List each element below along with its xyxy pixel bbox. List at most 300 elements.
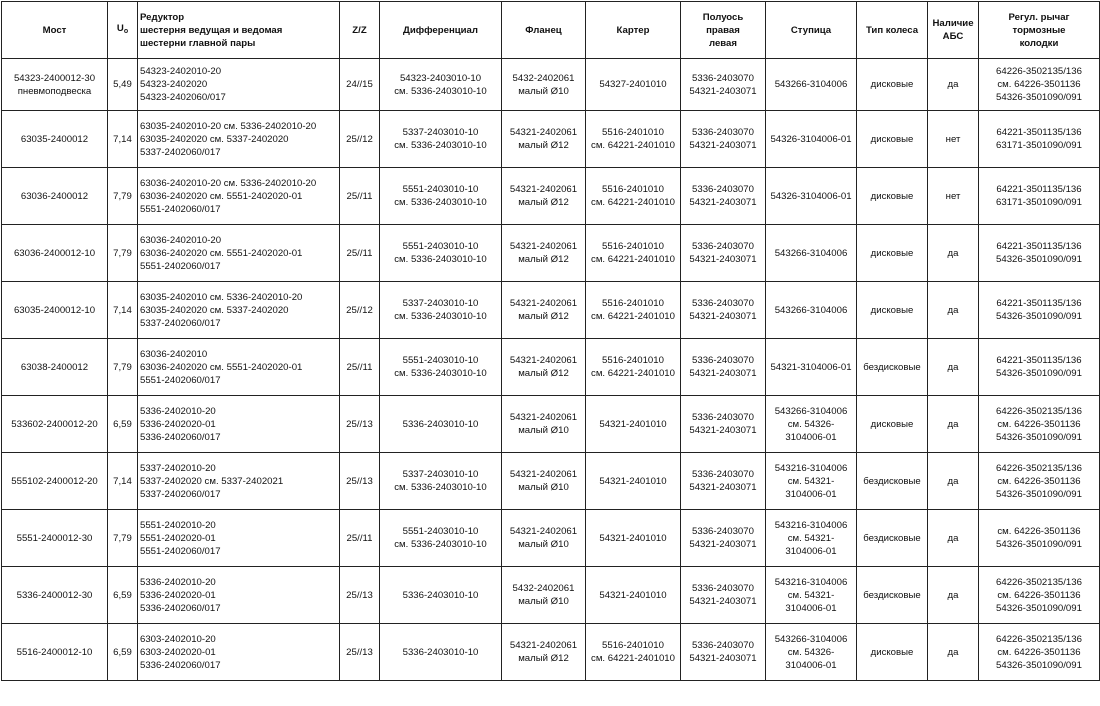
cell-differential-line: 5336-2403010-10	[402, 646, 479, 658]
cell-brake-lever-line: см. 64226-3501136	[997, 79, 1081, 90]
cell-differential	[380, 567, 502, 624]
cell-brake-lever	[979, 624, 1100, 681]
cell-wheel-type: бездисковые	[857, 567, 928, 624]
cell-wheel-type: дисковые	[857, 168, 928, 225]
cell-differential	[380, 396, 502, 453]
cell-flanets	[502, 510, 586, 567]
cell-most	[2, 624, 108, 681]
cell-differential	[380, 225, 502, 282]
cell-abs: да	[928, 59, 979, 111]
cell-brake-lever-line: см. 64226-3501136	[997, 646, 1081, 658]
cell-poluos-line: 54321-2403071	[689, 85, 757, 97]
cell-karter-line: 54321-2401010	[599, 532, 667, 544]
cell-stupitsa	[766, 111, 857, 168]
cell-most-line: 63038-2400012	[20, 361, 89, 373]
cell-differential-line: 5337-2403010-10	[402, 127, 479, 138]
cell-most	[2, 168, 108, 225]
cell-stupitsa	[766, 453, 857, 510]
cell-stupitsa-line: 54321-3104006-01	[770, 361, 852, 373]
cell-brake-lever-line: 64221-3501135/136	[996, 355, 1082, 366]
cell-brake-lever-line: 54326-3501090/091	[996, 92, 1082, 103]
cell-poluos-line: 5336-2403070	[692, 469, 754, 480]
cell-abs: да	[928, 624, 979, 681]
cell-stupitsa	[766, 339, 857, 396]
cell-reductor-line: 6303-2402010-20	[140, 633, 216, 645]
cell-karter	[586, 453, 681, 510]
cell-stupitsa-line: 54326-3104006-01	[770, 190, 852, 202]
cell-reductor	[138, 339, 340, 396]
cell-ratio: 7,14	[108, 453, 138, 510]
cell-karter-line: см. 64221-2401010	[591, 254, 675, 265]
cell-karter-line: см. 64221-2401010	[591, 653, 675, 664]
table-row	[2, 510, 1100, 567]
cell-poluos-line: 5336-2403070	[692, 241, 754, 252]
cell-stupitsa	[766, 396, 857, 453]
cell-stupitsa-line: 543216-3104006	[774, 462, 848, 474]
cell-flanets-line: 54321-2402061	[509, 526, 578, 537]
cell-reductor-line: 54323-2402020	[140, 79, 208, 90]
cell-poluos	[681, 453, 766, 510]
cell-flanets	[502, 282, 586, 339]
cell-stupitsa-line: 543266-3104006	[774, 79, 848, 90]
cell-differential	[380, 282, 502, 339]
cell-poluos	[681, 567, 766, 624]
cell-poluos	[681, 396, 766, 453]
cell-reductor-line: 54323-2402060/017	[140, 92, 226, 103]
cell-brake-lever-line: 64226-3502135/136	[996, 405, 1082, 417]
cell-poluos-line: 5336-2403070	[692, 72, 754, 84]
cell-reductor	[138, 510, 340, 567]
cell-zz: 25//12	[340, 111, 380, 168]
cell-karter	[586, 111, 681, 168]
cell-stupitsa	[766, 282, 857, 339]
cell-reductor-line: 63036-2402020 см. 5551-2402020-01	[140, 190, 303, 202]
cell-most-line: пневмоподвеска	[17, 85, 92, 97]
cell-stupitsa-line: 3104006-01	[785, 488, 837, 500]
cell-differential	[380, 510, 502, 567]
cell-karter-line: 54321-2401010	[599, 475, 667, 487]
cell-reductor	[138, 396, 340, 453]
cell-zz: 25//11	[340, 168, 380, 225]
cell-stupitsa	[766, 510, 857, 567]
cell-karter-line: 5516-2401010	[602, 298, 664, 309]
cell-brake-lever-line: 64221-3501135/136	[996, 127, 1082, 138]
cell-brake-lever-line: 54326-3501090/091	[996, 368, 1082, 379]
table-row	[2, 396, 1100, 453]
cell-brake-lever	[979, 111, 1100, 168]
cell-differential	[380, 111, 502, 168]
cell-most	[2, 225, 108, 282]
cell-zz: 24//15	[340, 59, 380, 111]
cell-reductor-line: 63035-2402010-20 см. 5336-2402010-20	[140, 120, 317, 132]
cell-karter	[586, 396, 681, 453]
cell-reductor	[138, 624, 340, 681]
cell-poluos-line: 54321-2403071	[689, 653, 757, 664]
cell-most	[2, 111, 108, 168]
cell-stupitsa	[766, 59, 857, 111]
header-stupitsa: Ступица	[766, 2, 857, 59]
cell-poluos	[681, 225, 766, 282]
header-reductor: Редуктор шестерня ведущая и ведомая шестерни главной пары	[138, 2, 340, 59]
cell-karter-line: 54321-2401010	[599, 589, 667, 601]
cell-brake-lever	[979, 225, 1100, 282]
cell-karter-line: 5516-2401010	[602, 127, 664, 138]
cell-poluos	[681, 168, 766, 225]
cell-wheel-type: бездисковые	[857, 339, 928, 396]
cell-stupitsa	[766, 624, 857, 681]
cell-stupitsa-line: 3104006-01	[785, 659, 837, 671]
cell-reductor-line: 63036-2402010-20 см. 5336-2402010-20	[140, 177, 317, 189]
cell-flanets	[502, 453, 586, 510]
header-karter: Картер	[586, 2, 681, 59]
cell-brake-lever-line: 63171-3501090/091	[996, 197, 1082, 208]
cell-poluos	[681, 59, 766, 111]
cell-zz: 25//13	[340, 453, 380, 510]
cell-reductor-line: 5336-2402060/017	[140, 659, 221, 671]
cell-flanets-line: малый Ø10	[518, 539, 569, 550]
cell-zz: 25//13	[340, 624, 380, 681]
cell-most-line: 5336-2400012-30	[16, 589, 93, 601]
cell-stupitsa-line: 3104006-01	[785, 431, 837, 443]
cell-reductor-line: 5336-2402010-20	[140, 405, 216, 417]
cell-flanets-line: малый Ø12	[518, 368, 569, 379]
cell-wheel-type: дисковые	[857, 59, 928, 111]
cell-ratio: 6,59	[108, 567, 138, 624]
cell-differential-line: 54323-2403010-10	[399, 72, 482, 84]
cell-reductor	[138, 567, 340, 624]
cell-brake-lever	[979, 396, 1100, 453]
table-row	[2, 567, 1100, 624]
cell-differential-line: 5551-2403010-10	[402, 355, 479, 366]
cell-reductor-line: 5551-2402060/017	[140, 374, 221, 386]
cell-ratio: 7,79	[108, 168, 138, 225]
cell-flanets	[502, 396, 586, 453]
cell-karter-line: 54321-2401010	[599, 418, 667, 430]
cell-differential-line: см. 5336-2403010-10	[394, 85, 487, 97]
cell-abs: да	[928, 453, 979, 510]
cell-reductor-line: 5337-2402020 см. 5337-2402021	[140, 475, 284, 487]
cell-reductor-line: 5337-2402060/017	[140, 146, 221, 158]
cell-stupitsa-line: см. 54326-	[787, 418, 835, 430]
cell-flanets-line: малый Ø10	[518, 85, 569, 97]
cell-reductor-line: 5336-2402020-01	[140, 418, 216, 430]
cell-karter	[586, 339, 681, 396]
cell-most-line: 63035-2400012	[20, 133, 89, 145]
cell-reductor-line: 63035-2402010 см. 5336-2402010-20	[140, 291, 303, 303]
cell-differential-line: см. 5336-2403010-10	[394, 539, 487, 550]
cell-reductor-line: 5336-2402010-20	[140, 576, 216, 588]
cell-brake-lever-line: см. 64226-3501136	[997, 526, 1081, 537]
cell-differential	[380, 339, 502, 396]
cell-abs: да	[928, 225, 979, 282]
cell-wheel-type: дисковые	[857, 282, 928, 339]
cell-reductor	[138, 59, 340, 111]
cell-stupitsa-line: 543266-3104006	[774, 247, 848, 259]
cell-ratio: 6,59	[108, 624, 138, 681]
cell-reductor-line: 63036-2402010-20	[140, 234, 222, 246]
cell-most-line: 63035-2400012-10	[13, 304, 96, 316]
table-row	[2, 59, 1100, 111]
cell-zz: 25//13	[340, 567, 380, 624]
cell-brake-lever	[979, 510, 1100, 567]
table-row	[2, 624, 1100, 681]
cell-zz: 25//11	[340, 225, 380, 282]
cell-poluos-line: 5336-2403070	[692, 583, 754, 594]
cell-poluos	[681, 111, 766, 168]
cell-differential-line: 5336-2403010-10	[402, 418, 479, 430]
cell-differential	[380, 168, 502, 225]
cell-poluos-line: 54321-2403071	[689, 539, 757, 550]
cell-poluos-line: 54321-2403071	[689, 254, 757, 265]
cell-reductor-line: 5337-2402060/017	[140, 488, 221, 500]
cell-reductor-line: 5336-2402060/017	[140, 602, 221, 614]
cell-abs: нет	[928, 111, 979, 168]
cell-stupitsa-line: 3104006-01	[785, 602, 837, 614]
cell-poluos-line: 5336-2403070	[692, 127, 754, 138]
cell-flanets-line: малый Ø10	[518, 425, 569, 436]
cell-brake-lever-line: см. 64226-3501136	[997, 475, 1081, 487]
cell-karter-line: 5516-2401010	[602, 241, 664, 252]
cell-karter	[586, 168, 681, 225]
cell-abs: да	[928, 396, 979, 453]
cell-karter	[586, 624, 681, 681]
cell-reductor-line: 63036-2402010	[140, 348, 208, 360]
cell-brake-lever	[979, 339, 1100, 396]
cell-stupitsa-line: см. 54321-	[787, 532, 835, 544]
cell-flanets	[502, 59, 586, 111]
cell-brake-lever-line: 64226-3502135/136	[996, 66, 1082, 77]
cell-brake-lever	[979, 59, 1100, 111]
cell-stupitsa	[766, 225, 857, 282]
cell-poluos-line: 5336-2403070	[692, 640, 754, 651]
cell-flanets-line: 54321-2402061	[509, 241, 578, 252]
cell-flanets-line: малый Ø12	[518, 311, 569, 322]
cell-flanets-line: 5432-2402061	[512, 583, 575, 594]
cell-reductor-line: 63036-2402020 см. 5551-2402020-01	[140, 361, 303, 373]
cell-differential-line: 5337-2403010-10	[402, 469, 479, 480]
cell-differential	[380, 624, 502, 681]
cell-differential-line: см. 5336-2403010-10	[394, 368, 487, 379]
cell-poluos-line: 54321-2403071	[689, 368, 757, 379]
cell-most	[2, 282, 108, 339]
cell-brake-lever	[979, 567, 1100, 624]
cell-brake-lever-line: 54326-3501090/091	[996, 539, 1082, 550]
header-wheel-type: Тип колеса	[857, 2, 928, 59]
cell-zz: 25//13	[340, 396, 380, 453]
cell-ratio: 6,59	[108, 396, 138, 453]
cell-most-line: 555102-2400012-20	[11, 475, 98, 487]
cell-reductor-line: 5336-2402020-01	[140, 589, 216, 601]
cell-differential	[380, 453, 502, 510]
cell-karter-line: 5516-2401010	[602, 355, 664, 366]
cell-karter-line: 5516-2401010	[602, 640, 664, 651]
cell-poluos	[681, 282, 766, 339]
cell-flanets-line: 54321-2402061	[509, 184, 578, 195]
cell-stupitsa	[766, 567, 857, 624]
cell-most-line: 63036-2400012	[20, 190, 89, 202]
cell-poluos	[681, 510, 766, 567]
cell-karter	[586, 567, 681, 624]
cell-brake-lever-line: 64226-3502135/136	[996, 576, 1082, 588]
cell-ratio: 7,79	[108, 510, 138, 567]
cell-flanets-line: 5432-2402061	[512, 72, 575, 84]
cell-flanets-line: малый Ø12	[518, 653, 569, 664]
cell-reductor-line: 5551-2402010-20	[140, 519, 216, 531]
cell-most-line: 533602-2400012-20	[11, 418, 98, 430]
cell-poluos	[681, 339, 766, 396]
cell-flanets	[502, 339, 586, 396]
cell-reductor-line: 54323-2402010-20	[140, 66, 222, 77]
cell-brake-lever-line: 63171-3501090/091	[996, 140, 1082, 151]
cell-wheel-type: бездисковые	[857, 453, 928, 510]
cell-brake-lever-line: 64221-3501135/136	[996, 298, 1082, 309]
cell-poluos-line: 54321-2403071	[689, 425, 757, 436]
cell-poluos-line: 5336-2403070	[692, 355, 754, 366]
cell-brake-lever-line: 54326-3501090/091	[996, 659, 1082, 671]
cell-poluos-line: 54321-2403071	[689, 140, 757, 151]
cell-stupitsa-line: см. 54321-	[787, 589, 835, 601]
cell-karter-line: см. 64221-2401010	[591, 197, 675, 208]
cell-wheel-type: дисковые	[857, 225, 928, 282]
header-zz: Z/Z	[340, 2, 380, 59]
cell-most-line: 54323-2400012-30	[13, 72, 96, 84]
cell-most-line: 5516-2400012-10	[16, 646, 93, 658]
cell-reductor-line: 6303-2402020-01	[140, 646, 216, 658]
cell-poluos	[681, 624, 766, 681]
cell-stupitsa-line: 543216-3104006	[774, 519, 848, 531]
cell-flanets-line: малый Ø12	[518, 197, 569, 208]
cell-flanets-line: 54321-2402061	[509, 640, 578, 651]
cell-most-line: 5551-2400012-30	[16, 532, 93, 544]
cell-brake-lever-line: 54326-3501090/091	[996, 488, 1082, 500]
cell-stupitsa-line: 3104006-01	[785, 545, 837, 557]
cell-wheel-type: дисковые	[857, 396, 928, 453]
cell-reductor-line: 63035-2402020 см. 5337-2402020	[140, 304, 289, 316]
cell-abs: да	[928, 567, 979, 624]
cell-wheel-type: дисковые	[857, 624, 928, 681]
header-ratio: $U_o$	[108, 2, 138, 59]
cell-flanets	[502, 624, 586, 681]
cell-poluos-line: 54321-2403071	[689, 311, 757, 322]
cell-differential-line: см. 5336-2403010-10	[394, 140, 487, 151]
cell-brake-lever-line: 54326-3501090/091	[996, 254, 1082, 265]
cell-flanets	[502, 168, 586, 225]
table-row	[2, 225, 1100, 282]
cell-differential	[380, 59, 502, 111]
cell-brake-lever	[979, 453, 1100, 510]
cell-reductor-line: 5551-2402020-01	[140, 532, 216, 544]
cell-flanets-line: малый Ø12	[518, 254, 569, 265]
cell-abs: да	[928, 510, 979, 567]
cell-karter-line: см. 64221-2401010	[591, 140, 675, 151]
cell-flanets	[502, 567, 586, 624]
cell-ratio: 7,14	[108, 282, 138, 339]
cell-flanets-line: 54321-2402061	[509, 355, 578, 366]
cell-differential-line: 5551-2403010-10	[402, 526, 479, 537]
cell-ratio: 7,79	[108, 225, 138, 282]
cell-wheel-type: бездисковые	[857, 510, 928, 567]
cell-reductor-line: 5337-2402060/017	[140, 317, 221, 329]
cell-most	[2, 567, 108, 624]
cell-karter-line: 54327-2401010	[599, 79, 667, 90]
cell-flanets-line: малый Ø12	[518, 140, 569, 151]
cell-brake-lever-line: 64221-3501135/136	[996, 241, 1082, 252]
cell-brake-lever-line: 54326-3501090/091	[996, 602, 1082, 614]
table-row	[2, 339, 1100, 396]
cell-differential-line: 5551-2403010-10	[402, 241, 479, 252]
cell-karter-line: 5516-2401010	[602, 184, 664, 195]
cell-zz: 25//11	[340, 510, 380, 567]
cell-flanets-line: малый Ø10	[518, 596, 569, 607]
cell-reductor-line: 63035-2402020 см. 5337-2402020	[140, 133, 289, 145]
cell-poluos-line: 5336-2403070	[692, 184, 754, 195]
cell-poluos-line: 5336-2403070	[692, 412, 754, 423]
header-row	[2, 2, 1100, 59]
cell-reductor	[138, 225, 340, 282]
cell-zz: 25//11	[340, 339, 380, 396]
cell-brake-lever-line: 54326-3501090/091	[996, 431, 1082, 443]
cell-brake-lever-line: 64226-3502135/136	[996, 462, 1082, 474]
cell-reductor	[138, 282, 340, 339]
cell-flanets	[502, 111, 586, 168]
cell-stupitsa-line: 543266-3104006	[774, 405, 848, 417]
cell-brake-lever	[979, 168, 1100, 225]
cell-reductor-line: 5551-2402060/017	[140, 203, 221, 215]
cell-abs: да	[928, 339, 979, 396]
cell-flanets	[502, 225, 586, 282]
parts-table	[1, 1, 1100, 681]
cell-most	[2, 59, 108, 111]
cell-reductor-line: 63036-2402020 см. 5551-2402020-01	[140, 247, 303, 259]
cell-differential-line: 5336-2403010-10	[402, 589, 479, 601]
cell-brake-lever-line: 64226-3502135/136	[996, 633, 1082, 645]
cell-reductor-line: 5551-2402060/017	[140, 260, 221, 272]
cell-karter	[586, 510, 681, 567]
cell-stupitsa-line: 54326-3104006-01	[770, 133, 852, 145]
cell-most	[2, 396, 108, 453]
header-poluos: Полуось правая левая	[681, 2, 766, 59]
cell-brake-lever-line: 64221-3501135/136	[996, 184, 1082, 195]
cell-ratio: 5,49	[108, 59, 138, 111]
cell-differential-line: см. 5336-2403010-10	[394, 482, 487, 493]
header-abs: Наличие АБС	[928, 2, 979, 59]
cell-poluos-line: 54321-2403071	[689, 197, 757, 208]
cell-poluos-line: 5336-2403070	[692, 298, 754, 309]
table-row	[2, 111, 1100, 168]
cell-brake-lever-line: см. 64226-3501136	[997, 589, 1081, 601]
cell-reductor-line: 5337-2402010-20	[140, 462, 216, 474]
cell-differential-line: см. 5336-2403010-10	[394, 311, 487, 322]
header-most: Мост	[2, 2, 108, 59]
cell-ratio: 7,79	[108, 339, 138, 396]
cell-differential-line: см. 5336-2403010-10	[394, 254, 487, 265]
cell-poluos-line: 54321-2403071	[689, 596, 757, 607]
cell-stupitsa-line: 543266-3104006	[774, 633, 848, 645]
cell-most	[2, 453, 108, 510]
cell-ratio: 7,14	[108, 111, 138, 168]
cell-karter	[586, 282, 681, 339]
cell-wheel-type: дисковые	[857, 111, 928, 168]
cell-abs: нет	[928, 168, 979, 225]
cell-karter	[586, 225, 681, 282]
cell-differential-line: 5551-2403010-10	[402, 184, 479, 195]
cell-brake-lever	[979, 282, 1100, 339]
table-row	[2, 168, 1100, 225]
cell-karter	[586, 59, 681, 111]
cell-karter-line: см. 64221-2401010	[591, 311, 675, 322]
cell-stupitsa-line: 543216-3104006	[774, 576, 848, 588]
cell-stupitsa-line: 543266-3104006	[774, 304, 848, 316]
